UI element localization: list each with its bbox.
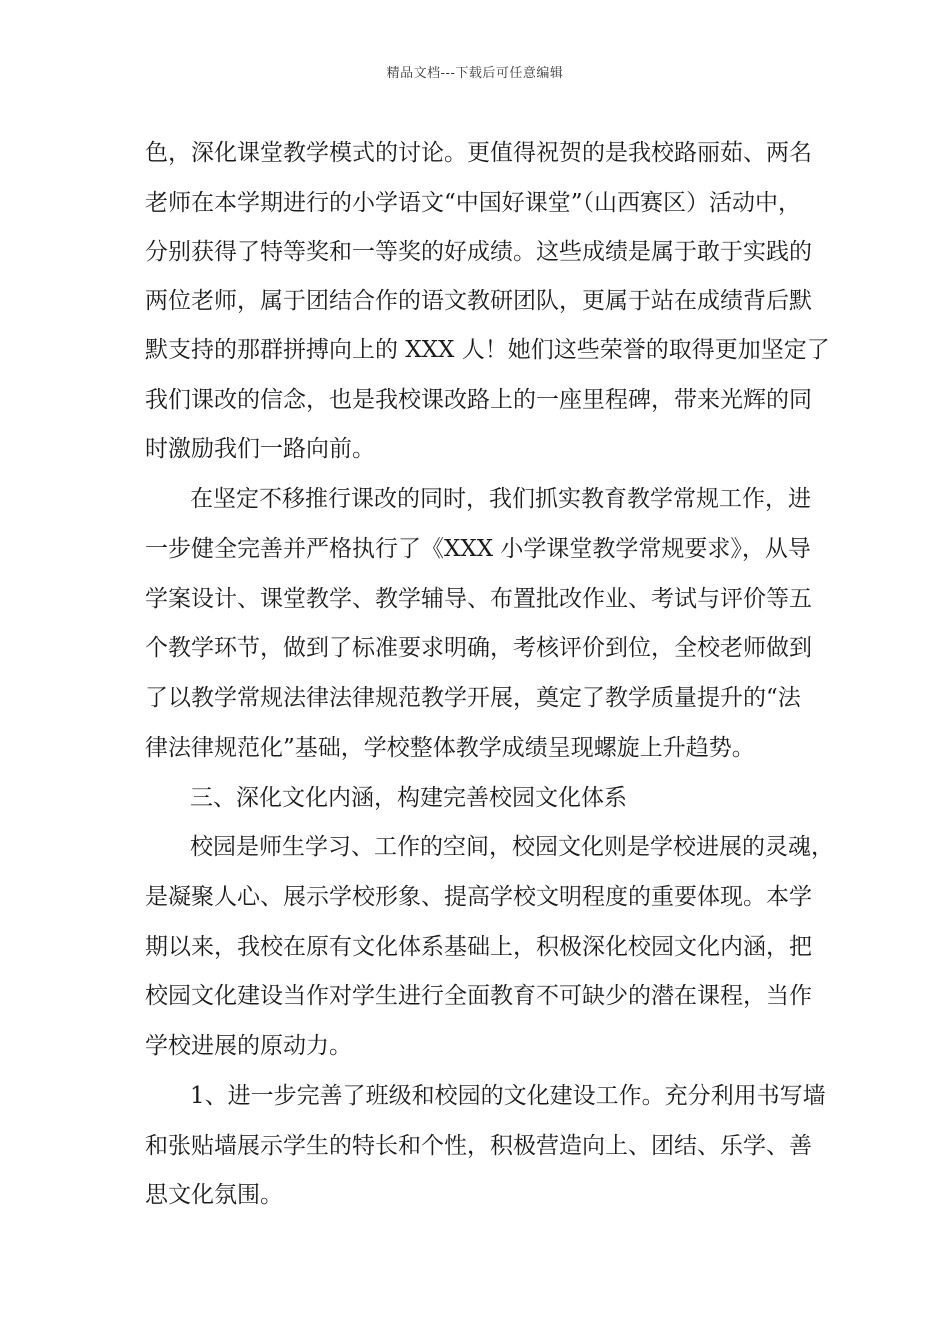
- paragraph-first-line: 1、进一步完善了班级和校园的文化建设工作。充分利用书写墙: [190, 1083, 826, 1109]
- text-line: 个教学环节，做到了标准要求明确，考核评价到位，全校老师做到: [145, 635, 812, 661]
- text-line: 了以教学常规法律法律规范教学开展，奠定了教学质量提升的“法: [145, 685, 801, 711]
- text-line: 两位老师，属于团结合作的语文教研团队，更属于站在成绩背后默: [145, 288, 812, 314]
- section-heading: 三、深化文化内涵，构建完善校园文化体系: [190, 785, 627, 811]
- paragraph-first-line: 在坚定不移推行课改的同时，我们抓实教育教学常规工作，进: [190, 486, 811, 512]
- text-line: 是凝聚人心、展示学校形象、提高学校文明程度的重要体现。本学: [145, 884, 812, 910]
- text-line: 校园文化建设当作对学生进行全面教育不可缺少的潜在课程，当作: [145, 983, 812, 1009]
- text-line: 期以来，我校在原有文化体系基础上，积极深化校园文化内涵，把: [145, 934, 812, 960]
- text-line: 学案设计、课堂教学、教学辅导、布置批改作业、考试与评价等五: [145, 586, 812, 612]
- text-line: 思文化氛围。: [145, 1182, 283, 1208]
- text-line: 和张贴墙展示学生的特长和个性，积极营造向上、团结、乐学、善: [145, 1133, 812, 1159]
- text-line: 我们课改的信念，也是我校课改路上的一座里程碑，带来光辉的同: [145, 387, 812, 413]
- text-line: 默支持的那群拼搏向上的 XXX 人！她们这些荣誉的取得更加坚定了: [145, 337, 830, 363]
- text-line: 时激励我们一路向前。: [145, 436, 375, 462]
- text-line: 一步健全完善并严格执行了《XXX 小学课堂教学常规要求》，从导: [145, 536, 811, 562]
- page-header: 精品文档---下载后可任意编辑: [386, 66, 564, 81]
- text-line: 老师在本学期进行的小学语文“中国好课堂”（山西赛区）活动中，: [145, 190, 802, 216]
- text-line: 色，深化课堂教学模式的讨论。更值得祝贺的是我校路丽茹、两名: [145, 140, 812, 166]
- text-line: 分别获得了特等奖和一等奖的好成绩。这些成绩是属于敢于实践的: [145, 239, 812, 265]
- paragraph-first-line: 校园是师生学习、工作的空间，校园文化则是学校进展的灵魂，: [190, 834, 834, 860]
- text-line: 律法律规范化”基础，学校整体教学成绩呈现螺旋上升趋势。: [145, 735, 755, 761]
- text-line: 学校进展的原动力。: [145, 1033, 352, 1059]
